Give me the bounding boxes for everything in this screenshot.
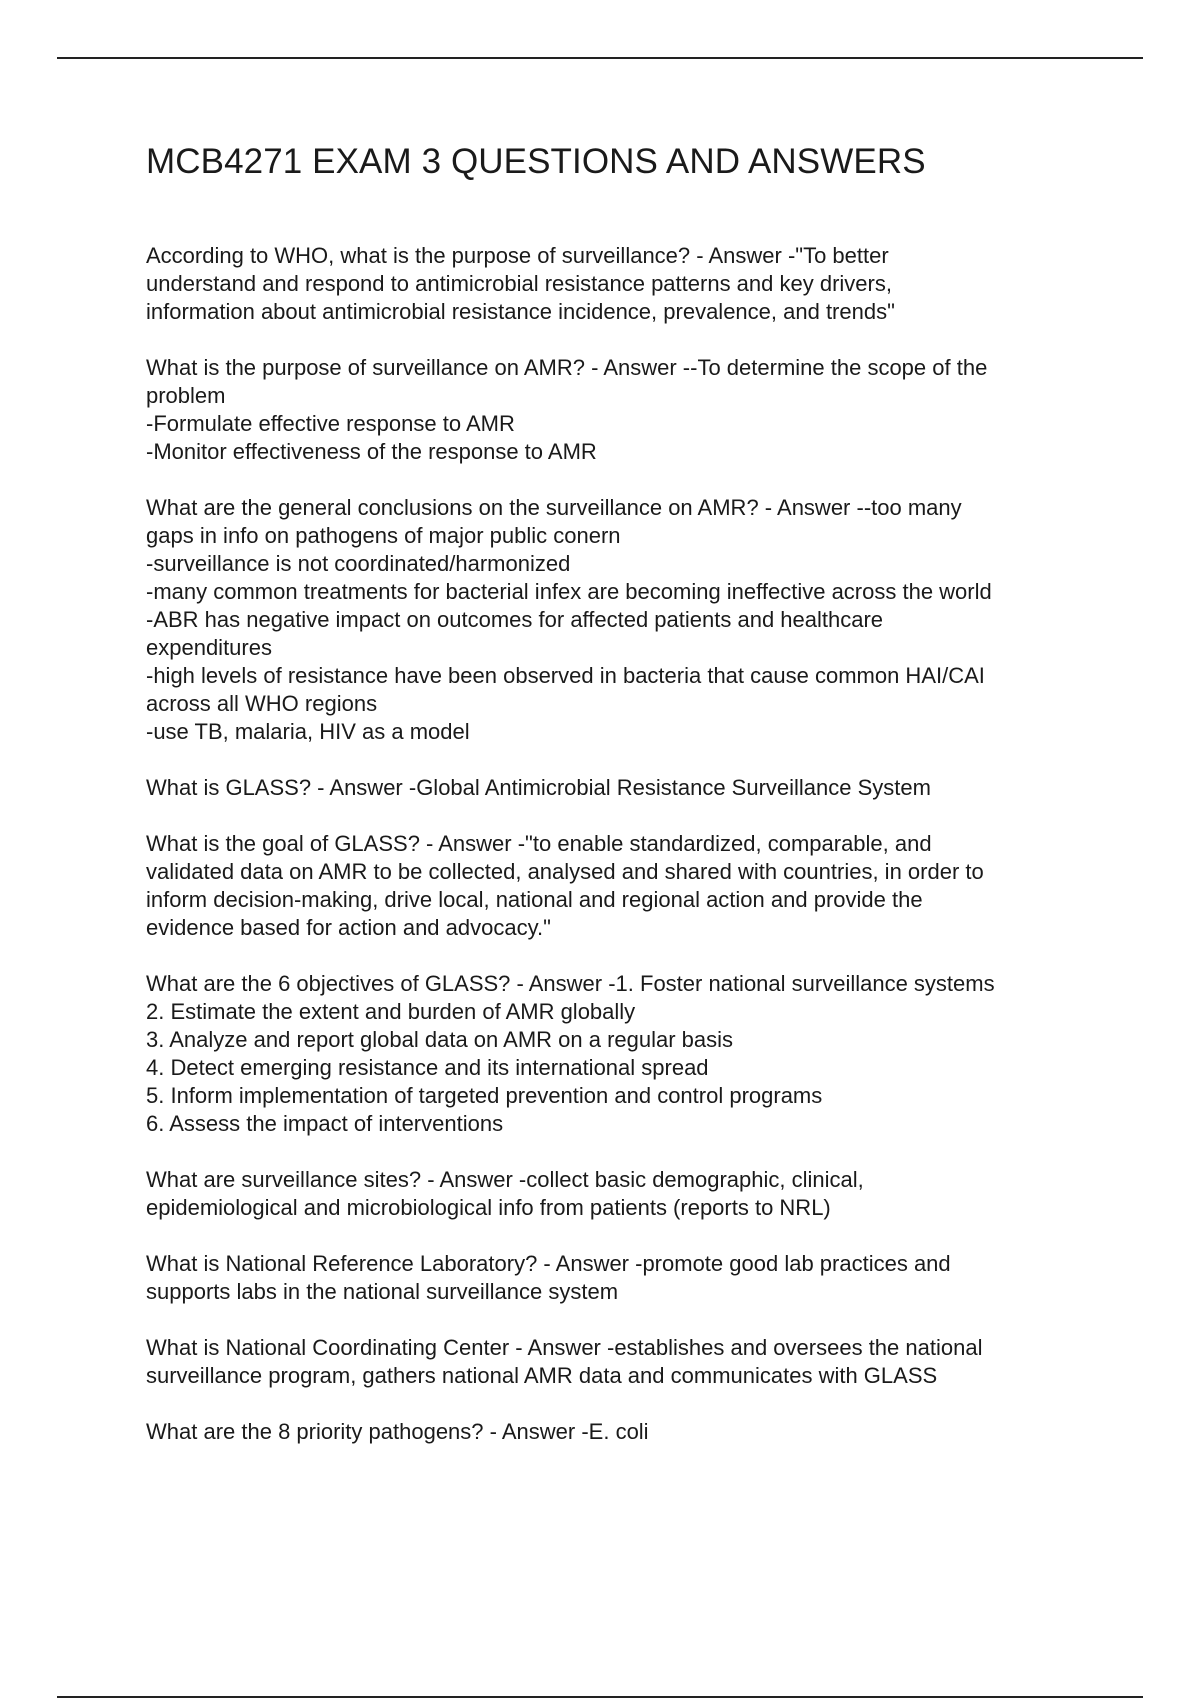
qa-question-line: What is the goal of GLASS? - Answer -"to enable standardized, comparable, and (146, 831, 932, 856)
qa-question-line: What is GLASS? - Answer -Global Antimicrobial Resistance Surveillance System (146, 775, 931, 800)
qa-question-line: What are surveillance sites? - Answer -collect basic demographic, clinical, (146, 1167, 864, 1192)
qa-list (146, 242, 1146, 1474)
qa-answer-line: expenditures (146, 635, 272, 660)
qa-item (146, 774, 1146, 802)
qa-question-line: What are the 6 objectives of GLASS? - Answer -1. Foster national surveillance systems (146, 971, 995, 996)
qa-answer-line: 4. Detect emerging resistance and its international spread (146, 1055, 709, 1080)
qa-answer-line: epidemiological and microbiological info from patients (reports to NRL) (146, 1195, 831, 1220)
qa-item (146, 1250, 1146, 1306)
qa-item (146, 1334, 1146, 1390)
qa-answer-line: -many common treatments for bacterial infex are becoming ineffective across the world (146, 579, 992, 604)
qa-answer-line: 5. Inform implementation of targeted prevention and control programs (146, 1083, 823, 1108)
qa-answer-line: surveillance program, gathers national AMR data and communicates with GLASS (146, 1363, 938, 1388)
qa-answer-line: evidence based for action and advocacy." (146, 915, 551, 940)
qa-answer-line: 2. Estimate the extent and burden of AMR globally (146, 999, 636, 1024)
qa-item (146, 354, 1146, 466)
qa-answer-line: inform decision-making, drive local, national and regional action and provide the (146, 887, 923, 912)
qa-answer-line: validated data on AMR to be collected, analysed and shared with countries, in order to (146, 859, 984, 884)
qa-item (146, 242, 1146, 326)
page-title: MCB4271 EXAM 3 QUESTIONS AND ANSWERS (146, 142, 926, 181)
qa-question-line: What is the purpose of surveillance on AMR? - Answer --To determine the scope of the (146, 355, 988, 380)
qa-answer-line: problem (146, 383, 226, 408)
qa-question-line: What is National Reference Laboratory? - Answer -promote good lab practices and (146, 1251, 951, 1276)
qa-answer-line: gaps in info on pathogens of major public conern (146, 523, 621, 548)
qa-item (146, 1166, 1146, 1222)
top-rule (57, 57, 1143, 59)
qa-item (146, 1418, 1146, 1446)
bottom-rule (57, 1696, 1143, 1698)
qa-answer-line: 3. Analyze and report global data on AMR on a regular basis (146, 1027, 734, 1052)
qa-answer-line: understand and respond to antimicrobial resistance patterns and key drivers, (146, 271, 892, 296)
qa-question-line: According to WHO, what is the purpose of surveillance? - Answer -"To better (146, 243, 889, 268)
qa-item (146, 970, 1146, 1138)
qa-item (146, 494, 1146, 746)
qa-answer-line: across all WHO regions (146, 691, 378, 716)
qa-answer-line: -ABR has negative impact on outcomes for affected patients and healthcare (146, 607, 884, 632)
qa-question-line: What is National Coordinating Center - Answer -establishes and oversees the national (146, 1335, 983, 1360)
qa-question-line: What are the 8 priority pathogens? - Answer -E. coli (146, 1419, 649, 1444)
qa-answer-line: -Formulate effective response to AMR (146, 411, 515, 436)
qa-answer-line: -use TB, malaria, HIV as a model (146, 719, 470, 744)
qa-answer-line: -high levels of resistance have been observed in bacteria that cause common HAI/CAI (146, 663, 985, 688)
qa-answer-line: 6. Assess the impact of interventions (146, 1111, 504, 1136)
qa-answer-line: information about antimicrobial resistance incidence, prevalence, and trends" (146, 299, 895, 324)
qa-answer-line: -surveillance is not coordinated/harmonized (146, 551, 571, 576)
qa-answer-line: supports labs in the national surveillance system (146, 1279, 619, 1304)
qa-question-line: What are the general conclusions on the surveillance on AMR? - Answer --too many (146, 495, 962, 520)
qa-answer-line: -Monitor effectiveness of the response to AMR (146, 439, 597, 464)
qa-item (146, 830, 1146, 942)
